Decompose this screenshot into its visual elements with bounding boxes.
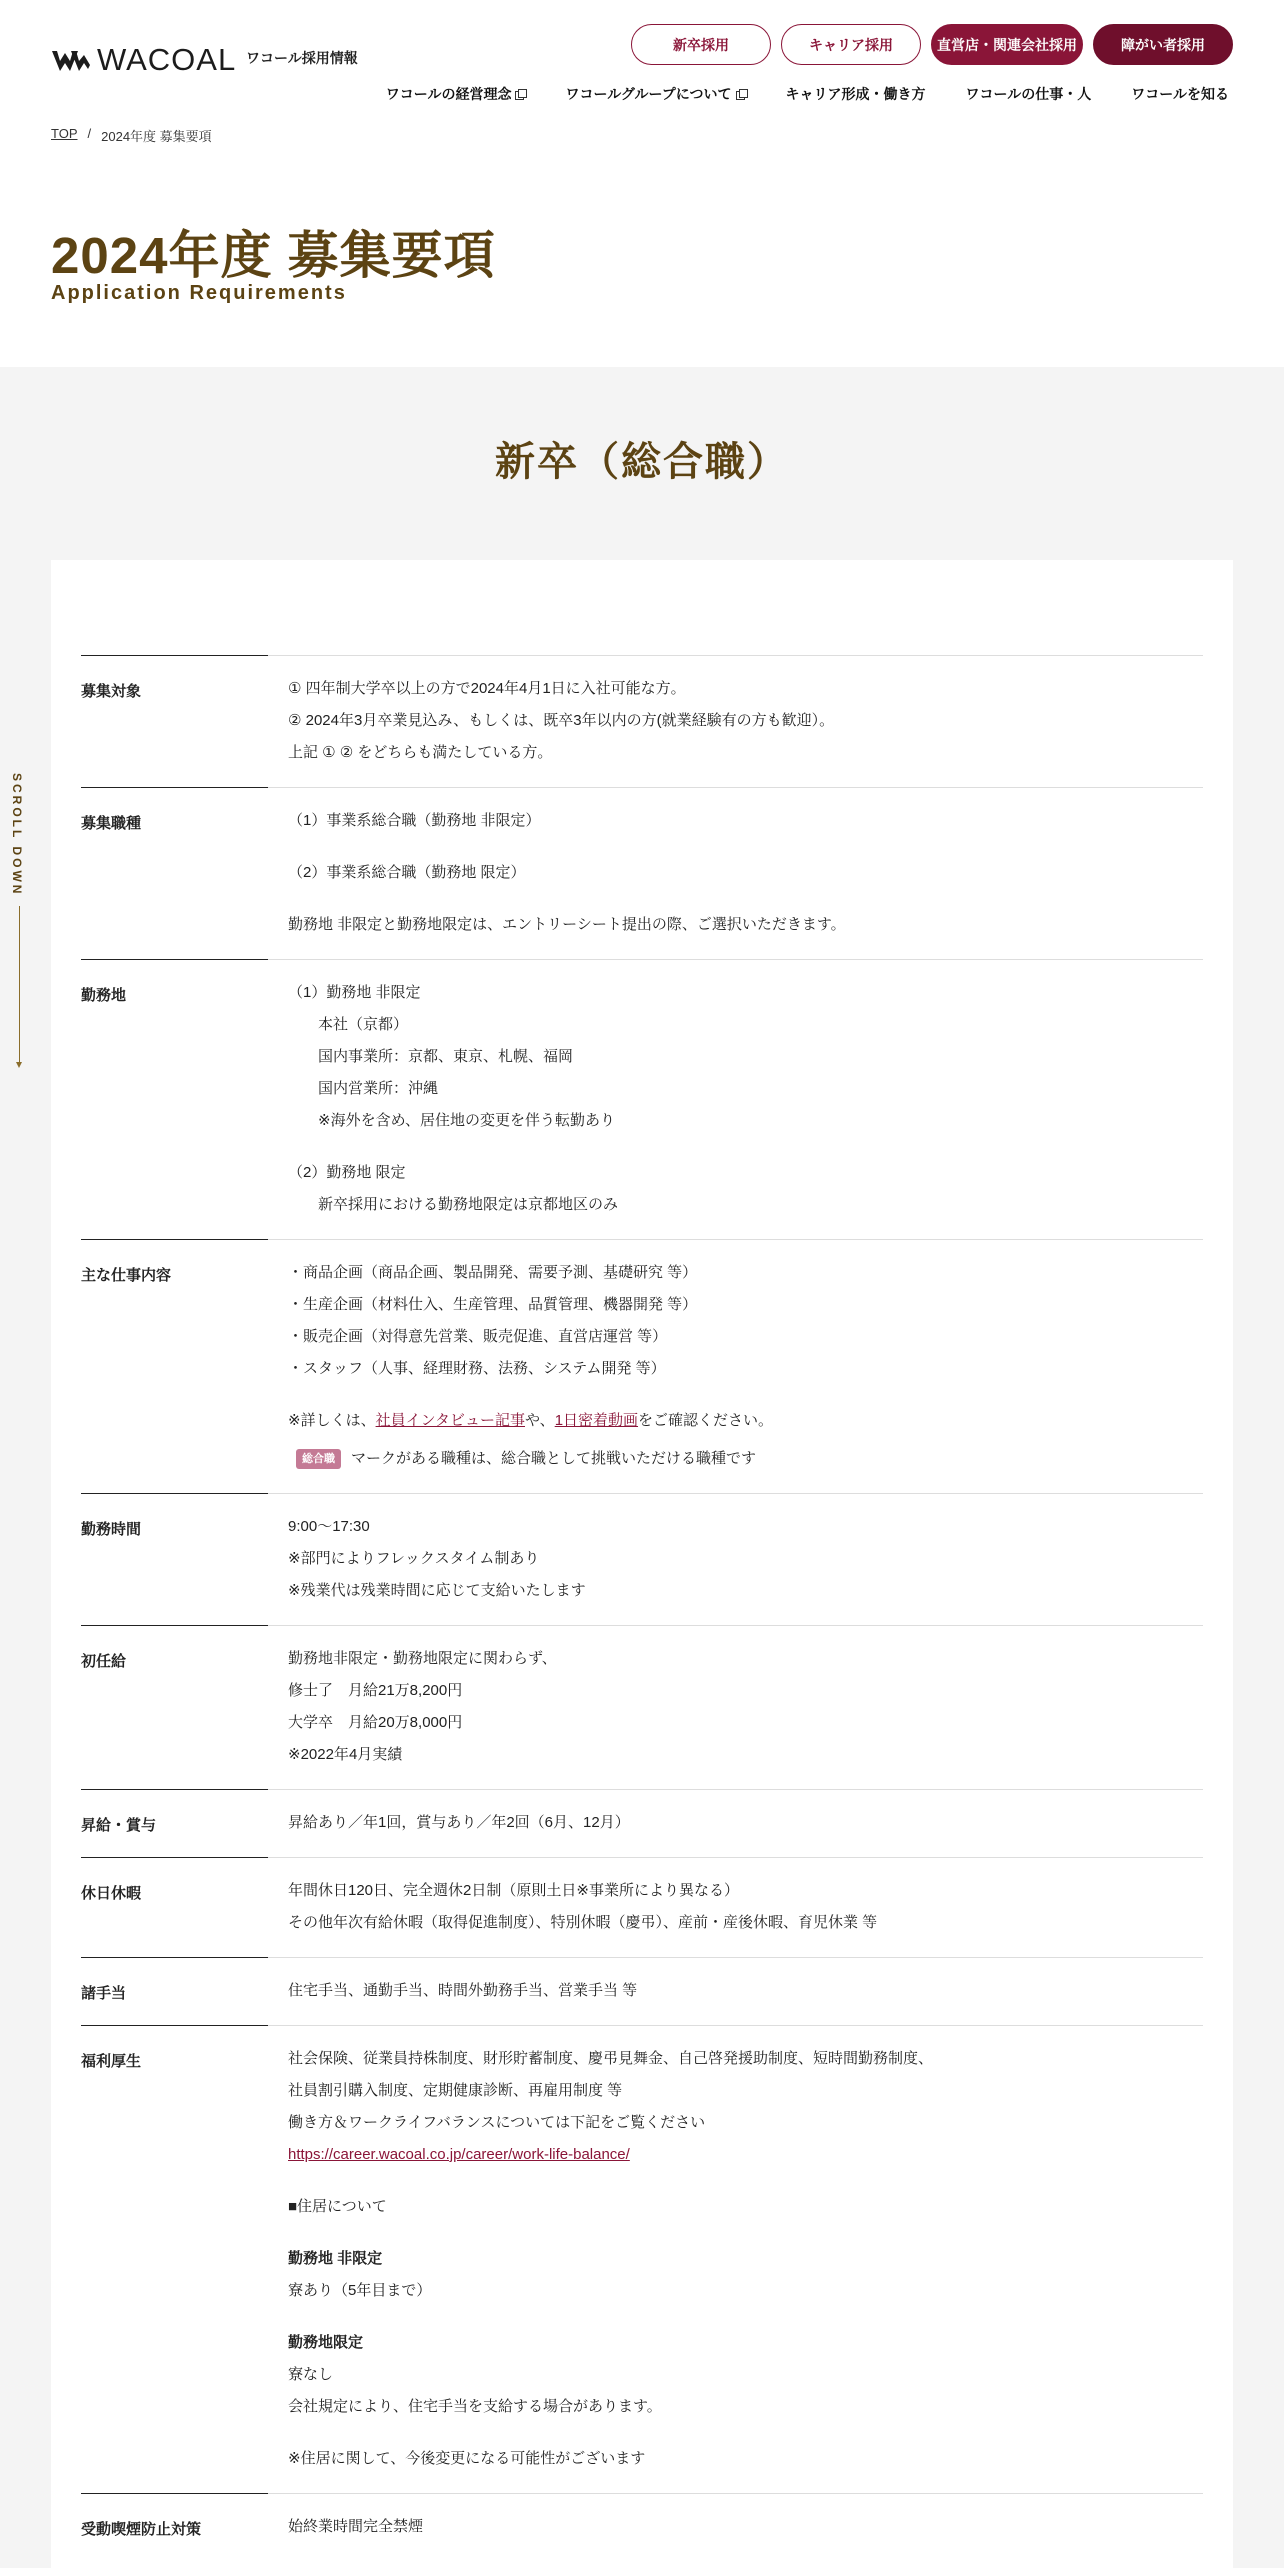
row-target — [81, 655, 1203, 787]
interview-link[interactable]: 社員インタビュー記事 — [375, 1412, 525, 1429]
detail-suffix: をご確認ください。 — [638, 1412, 774, 1429]
row-line: ■住居について — [288, 2198, 387, 2215]
row-line: ※2022年4月実績 — [288, 1746, 403, 1763]
global-nav — [386, 84, 1229, 104]
nav-label: ワコールの仕事・人 — [965, 86, 1092, 102]
row-head: 勤務時間 — [81, 1521, 142, 1538]
row-subhead: 勤務地限定 — [288, 2334, 364, 2351]
row-head: 勤務地 — [81, 987, 127, 1004]
breadcrumb-current: 2024年度 募集要項 — [101, 129, 212, 144]
row-line: ・スタッフ（人事、経理財務、法務、システム開発 等） — [288, 1360, 666, 1377]
breadcrumb-top-link[interactable]: TOP — [51, 126, 78, 141]
nav-philosophy[interactable] — [386, 84, 526, 104]
logo-wordmark: WACOAL — [97, 42, 237, 77]
row-body — [288, 655, 1203, 787]
row-line: 勤務地 非限定と勤務地限定は、エントリーシート提出の際、ご選択いただきます。 — [288, 916, 846, 933]
nav-about[interactable] — [1131, 84, 1229, 104]
external-link-icon — [736, 89, 746, 99]
wacoal-logo-mark-icon — [51, 47, 91, 73]
row-head: 福利厚生 — [81, 2053, 142, 2070]
row-line: 寮あり（5年目まで） — [288, 2282, 432, 2299]
row-smoking — [81, 2493, 1203, 2561]
row-body — [288, 2493, 1203, 2561]
row-head: 諸手当 — [81, 1985, 127, 2002]
row-head: 休日休暇 — [81, 1885, 142, 1902]
row-line: 始終業時間完全禁煙 — [288, 2518, 424, 2535]
row-line: ・生産企画（材料仕入、生産管理、品質管理、機器開発 等） — [288, 1296, 698, 1313]
scroll-down-indicator[interactable] — [10, 773, 30, 1066]
row-raise — [81, 1789, 1203, 1857]
row-line: 9:00～17:30 — [288, 1518, 370, 1535]
row-body — [288, 1789, 1203, 1857]
row-line: ① 四年制大学卒以上の方で2024年4月1日に入社可能な方。 — [288, 680, 686, 697]
row-line: 寮なし — [288, 2366, 334, 2383]
row-line: ・商品企画（商品企画、製品開発、需要予測、基礎研究 等） — [288, 1264, 698, 1281]
row-body — [288, 787, 1203, 959]
breadcrumb — [51, 126, 212, 145]
row-line: 社会保険、従業員持株制度、財形貯蓄制度、慶弔見舞金、自己啓発援助制度、短時間勤務制度、 — [288, 2050, 934, 2067]
nav-label: ワコールグループについて — [565, 86, 732, 102]
wacoal-logo[interactable] — [51, 44, 236, 75]
nav-career[interactable] — [786, 84, 926, 104]
row-line: その他年次有給休暇（取得促進制度）、特別休暇（慶弔）、産前・産後休暇、育児休業 等 — [288, 1914, 878, 1931]
section-title: 新卒（総合職） — [495, 440, 789, 484]
row-line: 働き方＆ワークライフバランスについては下記をご覧ください — [288, 2114, 706, 2131]
row-body — [288, 2025, 1203, 2493]
row-line: （2）勤務地 限定 — [288, 1164, 406, 1181]
detail-line — [288, 1405, 1203, 1437]
page-subtitle: Application Requirements — [51, 282, 347, 304]
video-link[interactable]: 1日密着動画 — [554, 1412, 639, 1429]
row-line: 上記 ① ② をどちらも満たしている方。 — [288, 744, 553, 761]
breadcrumb-separator: / — [87, 126, 92, 141]
page-title: 2024年度 募集要項 — [51, 227, 496, 284]
row-line: 年間休日120日、完全週休2日制（原則土日※事業所により異なる） — [288, 1882, 739, 1899]
row-line: 修士了 月給21万8,200円 — [288, 1682, 463, 1699]
recruit-type-buttons — [631, 24, 1233, 65]
external-link-icon — [515, 89, 525, 99]
row-line: 国内営業所：沖縄 — [318, 1080, 439, 1097]
row-hours — [81, 1493, 1203, 1625]
row-body — [288, 1239, 1203, 1493]
row-head: 受動喫煙防止対策 — [81, 2521, 202, 2538]
detail-prefix: ※詳しくは、 — [288, 1412, 376, 1429]
row-line: 会社規定により、住宅手当を支給する場合があります。 — [288, 2398, 662, 2415]
row-line: ・販売企画（対得意先営業、販売促進、直営店運営 等） — [288, 1328, 668, 1345]
row-line: ※部門によりフレックスタイム制あり — [288, 1550, 540, 1567]
row-salary — [81, 1625, 1203, 1789]
row-line: ※住居に関して、今後変更になる可能性がございます — [288, 2450, 646, 2467]
row-line: ※残業代は残業時間に応じて支給いたします — [288, 1582, 586, 1599]
detail-mid: や、 — [524, 1412, 555, 1429]
row-body — [288, 959, 1203, 1239]
row-body — [288, 1957, 1203, 2025]
scroll-arrow-icon — [19, 906, 20, 1066]
row-head: 昇給・賞与 — [81, 1817, 157, 1834]
row-line: 昇給あり／年1回，賞与あり／年2回（6月、12月） — [288, 1814, 630, 1831]
row-line: 住宅手当、通勤手当、時間外勤務手当、営業手当 等 — [288, 1982, 638, 1999]
row-allowance — [81, 1957, 1203, 2025]
nav-label: キャリア形成・働き方 — [785, 86, 926, 102]
requirements-card — [51, 560, 1233, 2568]
row-line: 大学卒 月給20万8,000円 — [288, 1714, 463, 1731]
row-body — [288, 1857, 1203, 1957]
row-head: 初任給 — [81, 1653, 127, 1670]
nav-work-people[interactable] — [966, 84, 1092, 104]
row-welfare — [81, 2025, 1203, 2493]
work-life-balance-link[interactable]: https://career.wacoal.co.jp/career/work-life-balance/ — [288, 2146, 630, 2163]
site-header — [0, 0, 1284, 118]
row-holiday — [81, 1857, 1203, 1957]
row-head: 主な仕事内容 — [81, 1267, 172, 1284]
row-line: （2）事業系総合職（勤務地 限定） — [288, 864, 526, 881]
row-head: 募集職種 — [81, 815, 142, 832]
tag-line — [288, 1443, 1203, 1475]
row-location — [81, 959, 1203, 1239]
store-affiliate-button[interactable]: 直営店・関連会社採用 — [931, 24, 1083, 65]
row-line: 新卒採用における勤務地限定は京都地区のみ — [318, 1196, 619, 1213]
row-line: 社員割引購入制度、定期健康診断、再雇用制度 等 — [288, 2082, 623, 2099]
row-head: 募集対象 — [81, 683, 142, 700]
requirements-table — [81, 655, 1203, 2561]
row-subhead: 勤務地 非限定 — [288, 2250, 383, 2267]
site-label: ワコール採用情報 — [246, 50, 358, 66]
nav-group[interactable] — [565, 84, 745, 104]
tag-note: マークがある職種は、総合職として挑戦いただける職種です — [351, 1450, 757, 1467]
row-body — [288, 1493, 1203, 1625]
row-line: 国内事業所：京都、東京、札幌、福岡 — [318, 1048, 574, 1065]
nav-label: ワコールを知る — [1131, 86, 1229, 102]
general-position-badge: 総合職 — [296, 1449, 341, 1469]
row-line: ② 2024年3月卒業見込み、もしくは、既卒3年以内の方(就業経験有の方も歓迎）。 — [288, 712, 835, 729]
row-work — [81, 1239, 1203, 1493]
row-line: （1）事業系総合職（勤務地 非限定） — [288, 812, 541, 829]
row-line: 本社（京都） — [318, 1016, 409, 1033]
new-grad-button[interactable]: 新卒採用 — [631, 24, 771, 65]
career-button[interactable]: キャリア採用 — [781, 24, 921, 65]
row-line: （1）勤務地 非限定 — [288, 984, 421, 1001]
row-line: 勤務地非限定・勤務地限定に関わらず、 — [288, 1650, 557, 1667]
scroll-down-label: SCROLL DOWN — [10, 773, 24, 897]
disability-button[interactable]: 障がい者採用 — [1093, 24, 1233, 65]
row-job-type — [81, 787, 1203, 959]
row-line: ※海外を含め、居住地の変更を伴う転勤あり — [318, 1112, 615, 1129]
row-body — [288, 1625, 1203, 1789]
nav-label: ワコールの経営理念 — [385, 86, 512, 102]
